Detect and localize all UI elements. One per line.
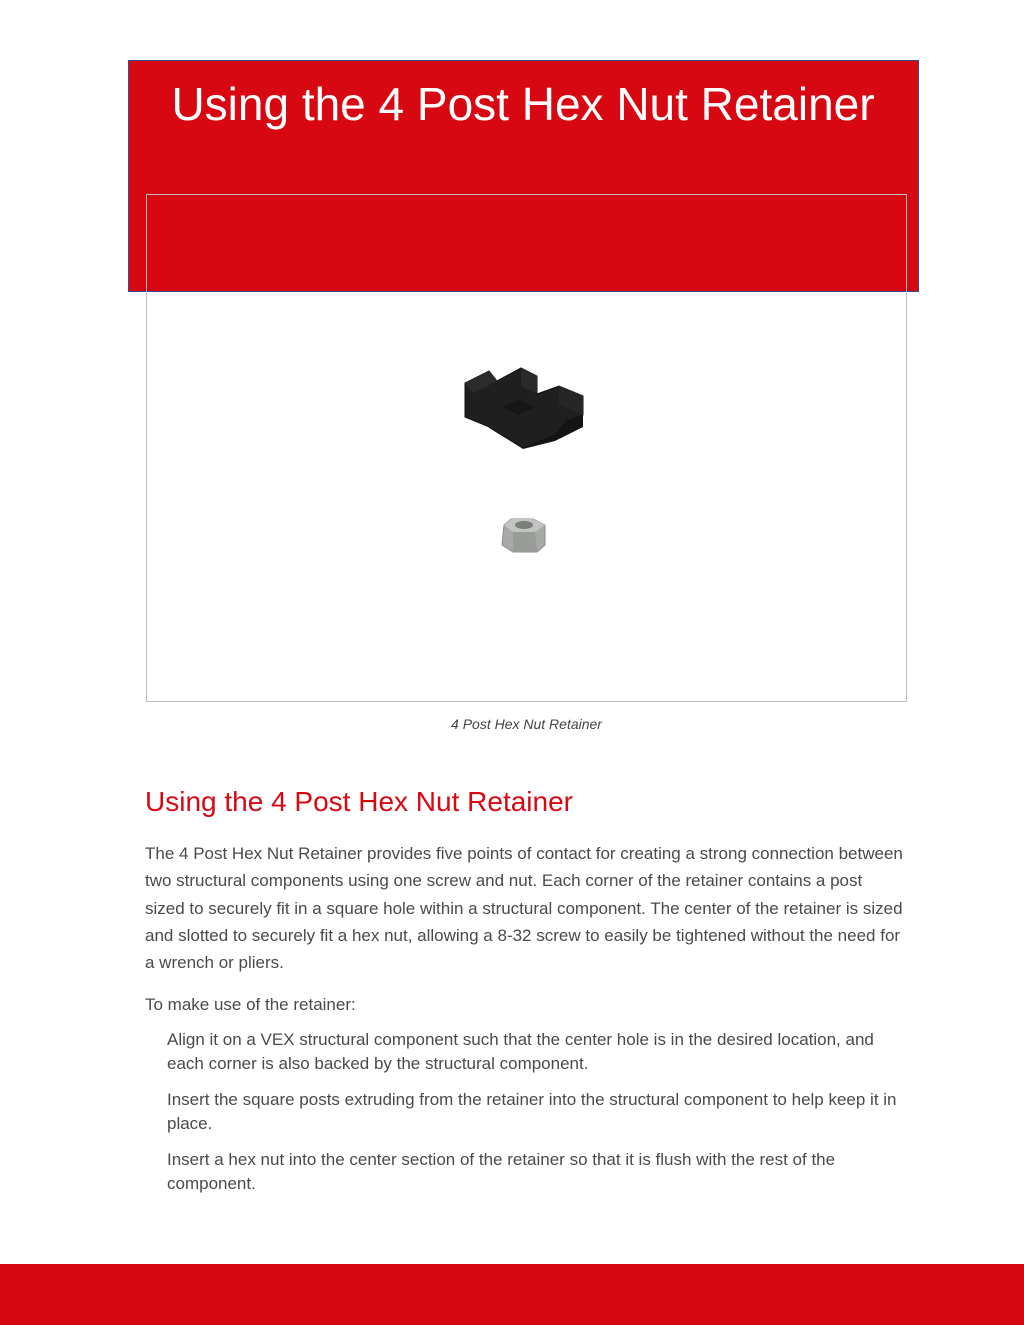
footer-bar [0, 1264, 1024, 1325]
hex-nut-retainer-image [465, 368, 583, 449]
section-heading: Using the 4 Post Hex Nut Retainer [145, 786, 573, 817]
step-item: Align it on a VEX structural component such that the center hole is in the desired location, and each corner is also backed by the structural component. [167, 1030, 874, 1073]
figure-frame [146, 194, 907, 702]
page-title: Using the 4 Post Hex Nut Retainer [171, 78, 875, 130]
steps-list [167, 1028, 907, 1208]
hex-nut-image [502, 519, 545, 552]
steps-intro: To make use of the retainer: [145, 995, 356, 1014]
step-item: Insert a hex nut into the center section of the retainer so that it is flush with the rest of the component. [167, 1150, 836, 1193]
figure-caption: 4 Post Hex Nut Retainer [451, 716, 602, 732]
step-item: Insert the square posts extruding from the retainer into the structural component to help keep it in place. [167, 1090, 897, 1133]
body-paragraph: The 4 Post Hex Nut Retainer provides five points of contact for creating a strong connection between two structural components using one screw and nut. Each corner of the retainer contains a post sized to securely fit in a square hole within a structural component. The center of the retainer is sized and slotted to securely fit a hex nut, allowing a 8-32 screw to easily be tightened without the need for a wrench or pliers. [145, 844, 903, 973]
